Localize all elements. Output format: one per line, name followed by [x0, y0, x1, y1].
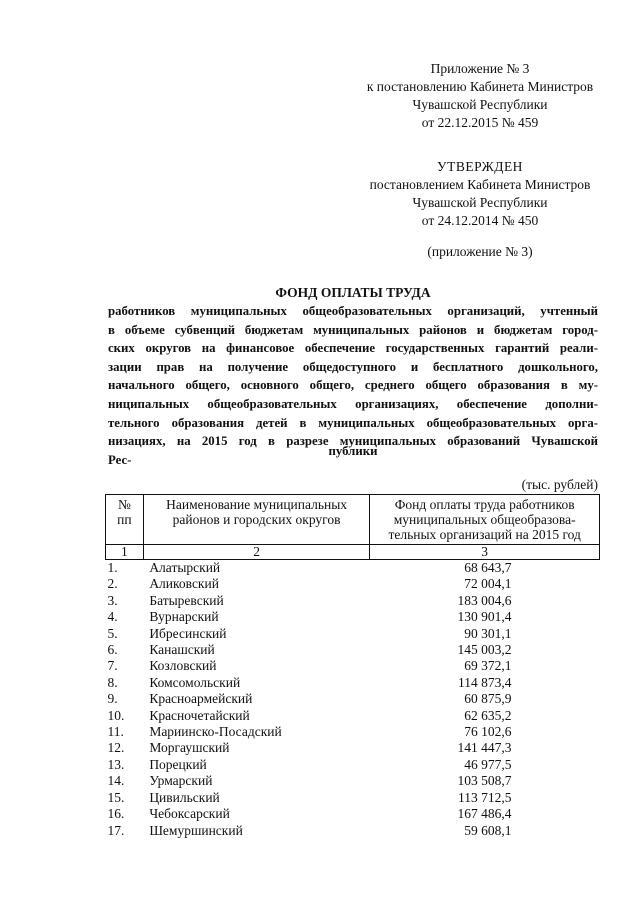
- row-number: 11.: [107, 724, 124, 740]
- row-name: Вурнарский: [149, 609, 219, 625]
- row-number: 3.: [107, 592, 118, 608]
- row-value: 90 301,1: [464, 625, 512, 641]
- table-row: [106, 823, 600, 839]
- column-number-row: [106, 545, 600, 560]
- row-number: 16.: [107, 806, 125, 822]
- description-line: зации прав на получение общедоступного и бесплатного дошкольного,: [108, 359, 598, 374]
- table-row: [106, 740, 600, 756]
- table-row: [106, 560, 600, 577]
- row-value: 46 977,5: [464, 756, 512, 772]
- units-label: (тыс. рублей): [521, 477, 598, 492]
- row-name: Батыревский: [149, 592, 224, 608]
- header-name-line1: Наименование муниципальных: [166, 497, 348, 512]
- row-value: 103 508,7: [457, 773, 512, 789]
- appendix-resolution: к постановлению Кабинета Министров: [366, 79, 594, 94]
- table-row: [106, 658, 600, 674]
- row-name: Красноармейский: [149, 691, 253, 707]
- appendix-number: Приложение № 3: [430, 61, 530, 76]
- row-value: 62 635,2: [464, 707, 512, 723]
- row-value: 113 712,5: [458, 789, 512, 805]
- header-fund-line1: Фонд оплаты труда работников: [394, 497, 575, 512]
- appendix-date: от 22.12.2015 № 459: [421, 115, 539, 130]
- row-number: 4.: [107, 609, 118, 625]
- table-row: [106, 724, 600, 740]
- description-line: тельного образования детей в муниципальных общеобразовательных орга-: [108, 415, 598, 430]
- row-number: 13.: [107, 756, 125, 772]
- description-line: низациях, на 2015 год в разрезе муниципальных образований Чувашской: [108, 434, 598, 449]
- description-line: в объеме субвенций бюджетам муниципальных районов и бюджетам город-: [108, 322, 598, 337]
- row-value: 145 003,2: [457, 642, 512, 658]
- row-value: 60 875,9: [464, 691, 512, 707]
- table-row: [106, 806, 600, 822]
- row-name: Комсомольский: [149, 674, 241, 690]
- description-line: работников муниципальных общеобразовательных организаций, учтенный: [108, 304, 598, 318]
- table-row: [106, 790, 600, 806]
- column-number: 1: [106, 545, 144, 560]
- row-number: 7.: [107, 658, 118, 674]
- row-name: Урмарский: [149, 773, 213, 789]
- table-row: [106, 626, 600, 642]
- header-fund-line2: муниципальных общеобразова-: [393, 512, 576, 527]
- description-line: ских округов на финансовое обеспечение государственных гарантий реали-: [108, 341, 598, 356]
- row-name: Канашский: [149, 642, 215, 658]
- row-value: 167 486,4: [457, 806, 512, 822]
- row-name: Красночетайский: [149, 707, 250, 723]
- table-row: [106, 708, 600, 724]
- table-row: [106, 642, 600, 658]
- row-value: 59 608,1: [464, 822, 512, 838]
- table-row: [106, 691, 600, 707]
- column-number: 2: [143, 545, 370, 560]
- row-number: 9.: [107, 691, 118, 707]
- row-number: 10.: [107, 707, 125, 723]
- row-name: Моргаушский: [149, 740, 230, 756]
- row-name: Алатырский: [149, 560, 221, 575]
- description-line: Рес-: [108, 452, 132, 467]
- row-number: 8.: [107, 674, 118, 690]
- approved-heading: УТВЕРЖДЕН: [437, 159, 523, 174]
- appendix-block: [355, 60, 605, 132]
- row-name: Порецкий: [149, 756, 207, 772]
- approved-resolution: постановлением Кабинета Министров: [369, 177, 591, 192]
- table-row: [106, 576, 600, 592]
- approved-date: от 24.12.2014 № 450: [421, 213, 539, 228]
- row-value: 130 901,4: [457, 609, 512, 625]
- row-number: 6.: [107, 642, 118, 658]
- row-value: 76 102,6: [464, 724, 512, 740]
- header-number: [106, 495, 144, 545]
- approved-republic: Чувашской Республики: [412, 195, 548, 210]
- table-row: [106, 773, 600, 789]
- row-name: Чебоксарский: [149, 806, 230, 822]
- row-value: 68 643,7: [464, 560, 512, 575]
- table-row: [106, 609, 600, 625]
- header-fund-line3: тельных организаций на 2015 год: [388, 527, 581, 542]
- header-fund: [370, 495, 600, 545]
- row-name: Козловский: [149, 658, 217, 674]
- row-name: Цивильский: [149, 789, 220, 805]
- document-title: ФОНД ОПЛАТЫ ТРУДА: [275, 285, 431, 300]
- fund-table: [105, 494, 600, 839]
- row-number: 5.: [107, 625, 118, 641]
- header-name-line2: районов и городских округов: [172, 512, 341, 527]
- row-number: 12.: [107, 740, 125, 756]
- row-value: 114 873,4: [458, 674, 512, 690]
- approved-block: [355, 158, 605, 261]
- row-value: 183 004,6: [457, 592, 512, 608]
- row-name: Шемуршинский: [149, 822, 243, 838]
- row-number: 17.: [107, 822, 125, 838]
- row-name: Ибресинский: [149, 625, 227, 641]
- description-tail: публики: [328, 444, 378, 458]
- row-number: 1.: [107, 560, 118, 575]
- header-number-line1: №: [117, 497, 131, 512]
- table-header-row: [106, 495, 600, 545]
- row-name: Мариинско-Посадский: [149, 724, 282, 740]
- table-row: [106, 593, 600, 609]
- header-name: [143, 495, 370, 545]
- description-line: ниципальных общеобразовательных организациях, обеспечение дополни-: [108, 396, 598, 411]
- description-line: начального общего, основного общего, среднего общего образования в му-: [108, 378, 598, 393]
- approved-note: (приложение № 3): [427, 244, 533, 259]
- table-row: [106, 757, 600, 773]
- row-number: 15.: [107, 789, 125, 805]
- table-row: [106, 675, 600, 691]
- appendix-republic: Чувашской Республики: [412, 97, 548, 112]
- header-number-line2: пп: [117, 512, 132, 527]
- row-name: Аликовский: [149, 576, 219, 592]
- column-number: 3: [370, 545, 600, 560]
- row-number: 2.: [107, 576, 118, 592]
- row-value: 141 447,3: [457, 740, 512, 756]
- row-value: 69 372,1: [464, 658, 512, 674]
- row-value: 72 004,1: [464, 576, 512, 592]
- row-number: 14.: [107, 773, 125, 789]
